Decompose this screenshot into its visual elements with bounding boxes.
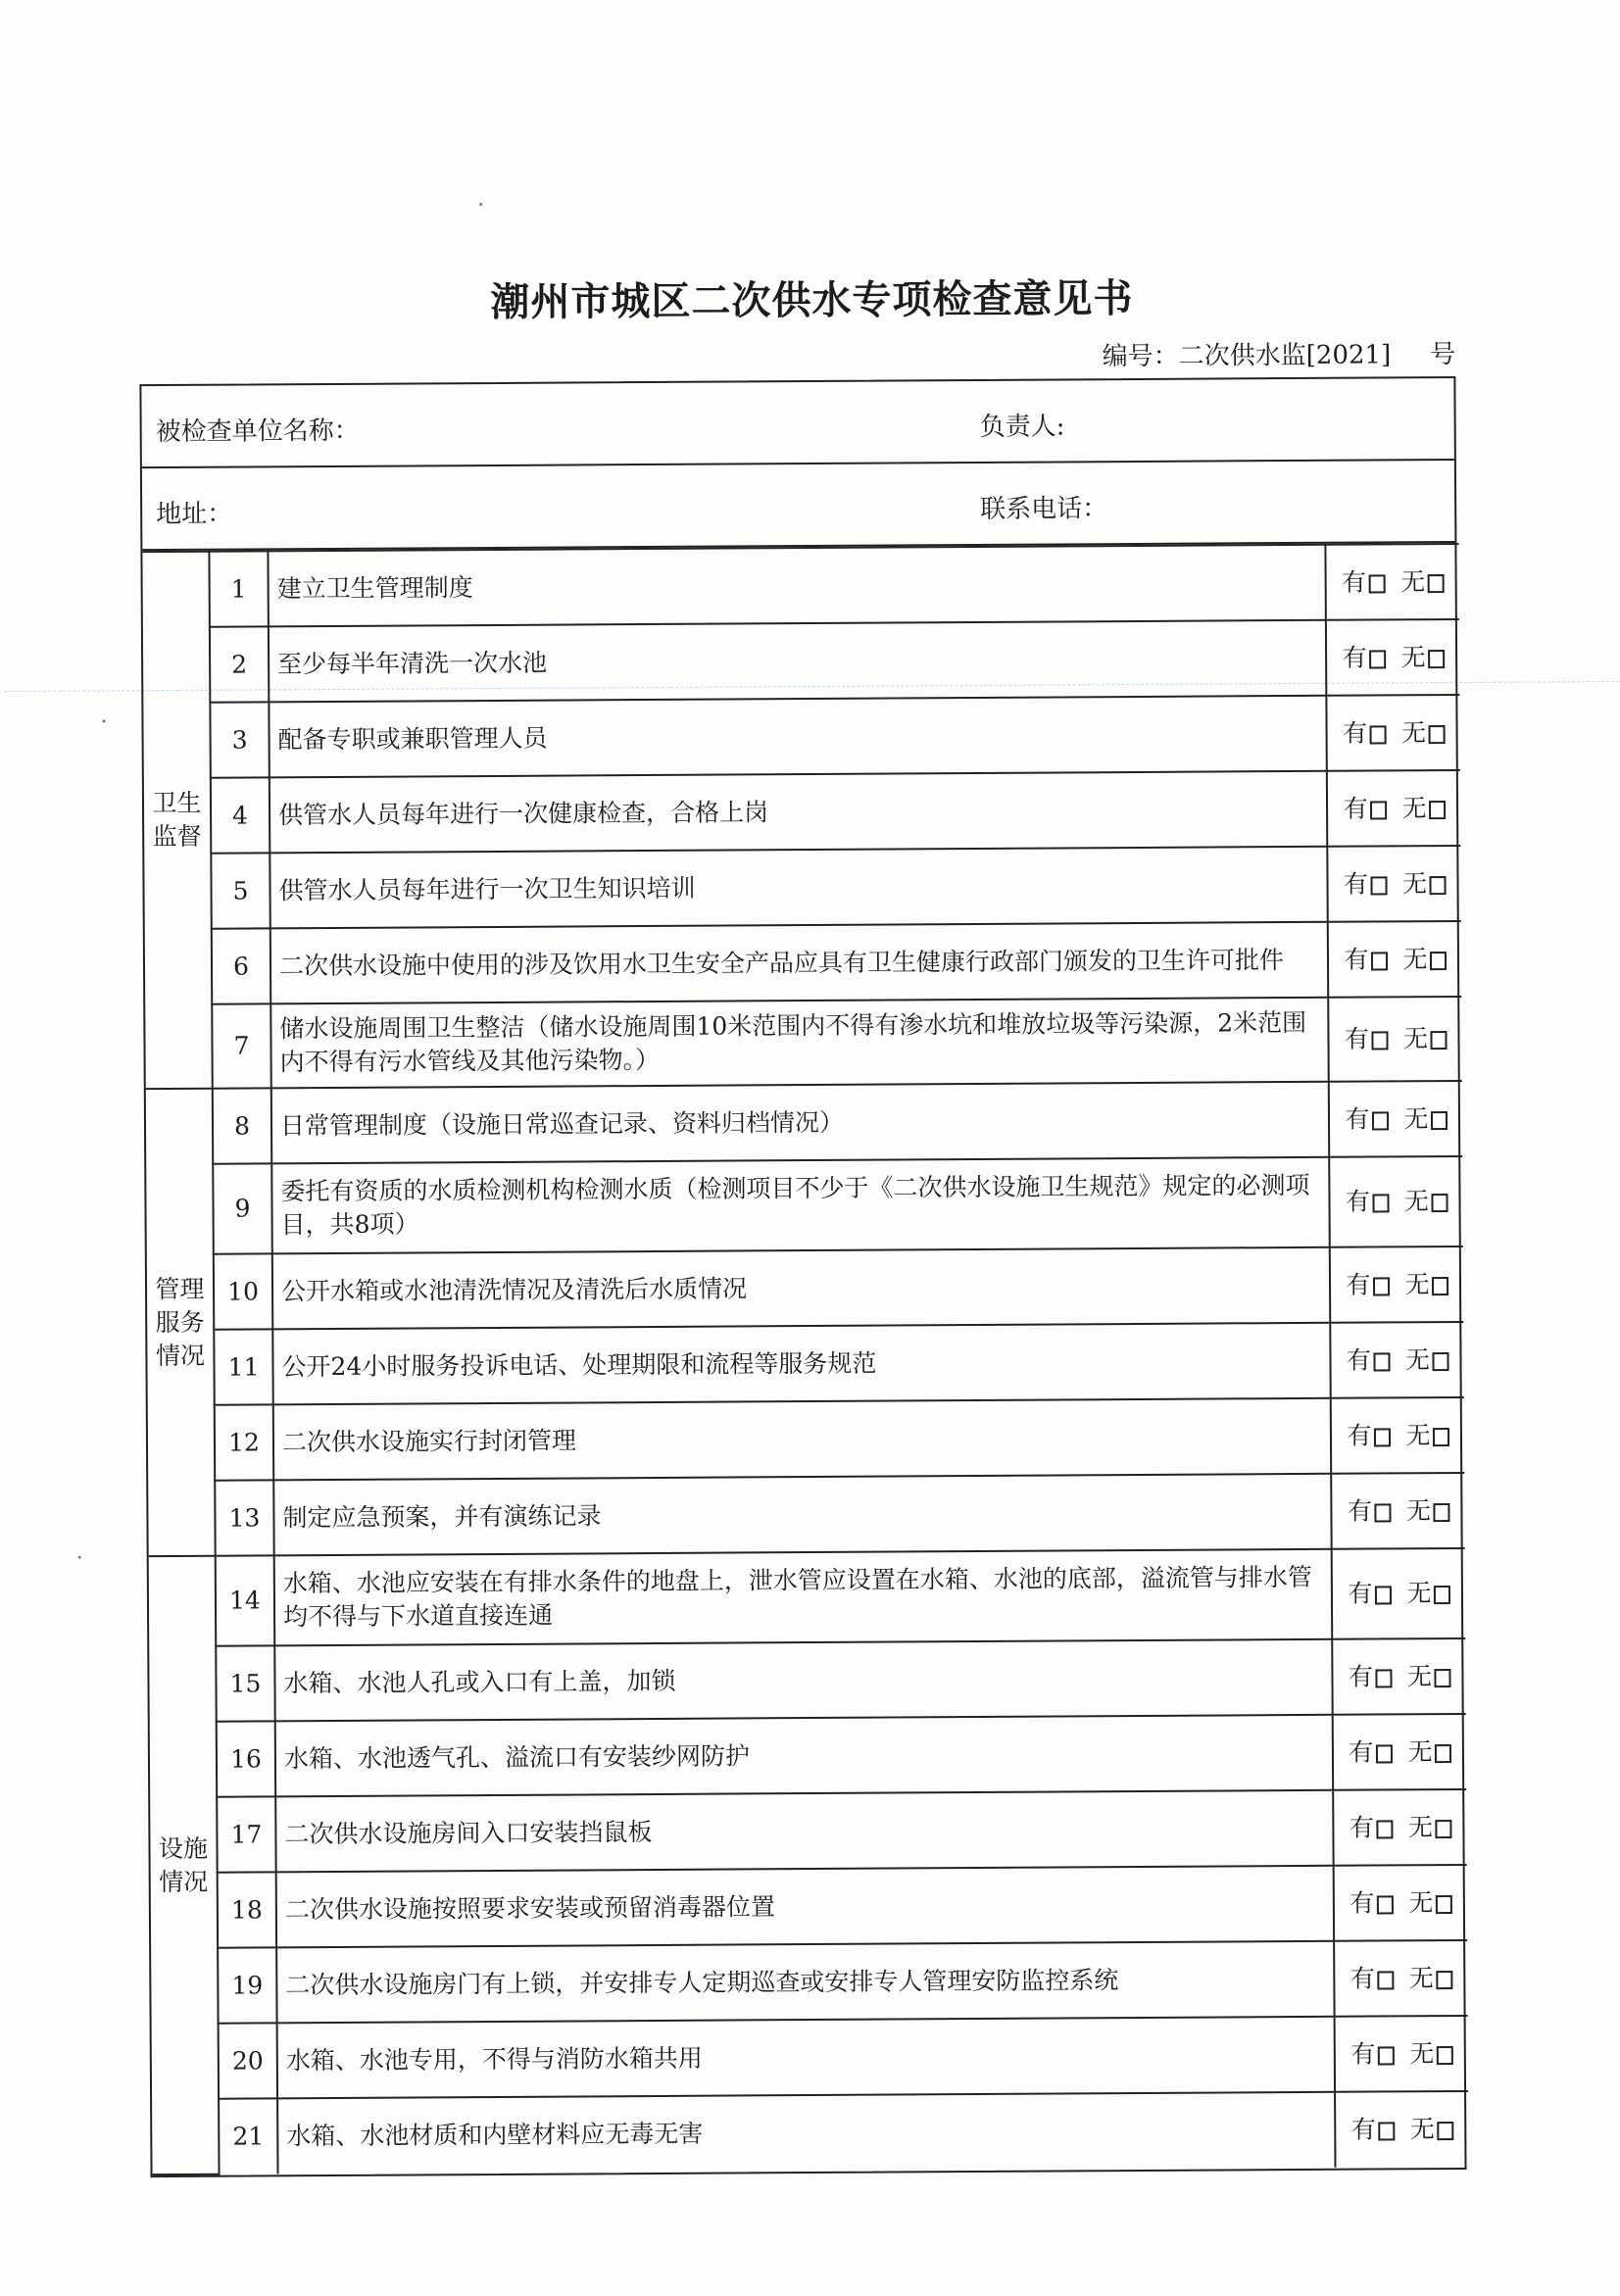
category-label: 设施 情况	[158, 1833, 209, 1896]
yes-checkbox[interactable]	[1370, 876, 1387, 895]
yes-label: 有	[1342, 718, 1368, 748]
phone-label: 联系电话：	[980, 494, 1108, 524]
item-number: 11	[214, 1329, 272, 1404]
no-label: 无	[1404, 1269, 1430, 1298]
no-checkbox[interactable]	[1434, 1669, 1450, 1687]
item-description: 供管水人员每年进行一次健康检查，合格上岗	[270, 771, 1327, 854]
no-checkbox[interactable]	[1436, 1971, 1452, 1989]
no-checkbox[interactable]	[1435, 1895, 1451, 1914]
no-checkbox[interactable]	[1431, 1194, 1448, 1212]
yes-no-checkboxes	[1333, 1789, 1466, 1866]
no-checkbox[interactable]	[1434, 1744, 1450, 1763]
yes-checkbox[interactable]	[1376, 1820, 1393, 1838]
category-label: 管理 服务 情况	[155, 1274, 206, 1370]
item-description: 水箱、水池透气孔、溢流口有安装纱网防护	[275, 1715, 1333, 1797]
yes-no-checkboxes	[1325, 544, 1458, 620]
checklist-table	[142, 543, 1468, 2175]
no-checkbox[interactable]	[1429, 876, 1446, 895]
no-label: 无	[1407, 1736, 1433, 1766]
yes-no-checkboxes	[1334, 1865, 1467, 1941]
item-number: 14	[216, 1555, 275, 1645]
checklist-row	[146, 1081, 1462, 1164]
no-checkbox[interactable]	[1437, 2122, 1453, 2140]
no-checkbox[interactable]	[1430, 1111, 1447, 1130]
item-description: 水箱、水池人孔或入口有上盖，加锁	[274, 1639, 1332, 1722]
item-number: 2	[210, 626, 269, 702]
no-checkbox[interactable]	[1429, 801, 1446, 819]
no-label: 无	[1404, 1344, 1431, 1374]
yes-checkbox[interactable]	[1370, 952, 1387, 970]
no-checkbox[interactable]	[1436, 2046, 1452, 2065]
yes-label: 有	[1345, 1104, 1370, 1134]
yes-no-checkboxes	[1329, 1081, 1462, 1157]
item-number: 3	[210, 702, 269, 777]
yes-checkbox[interactable]	[1376, 1895, 1393, 1914]
yes-no-checkboxes	[1327, 770, 1460, 847]
yes-no-checkboxes	[1331, 1473, 1464, 1549]
no-checkbox[interactable]	[1432, 1428, 1448, 1446]
no-label: 无	[1406, 1661, 1433, 1690]
yes-label: 有	[1347, 1496, 1373, 1526]
yes-no-checkboxes	[1326, 695, 1459, 771]
no-label: 无	[1402, 944, 1428, 973]
yes-checkbox[interactable]	[1375, 1744, 1392, 1763]
item-description: 至少每半年清洗一次水池	[269, 620, 1326, 703]
yes-checkbox[interactable]	[1368, 574, 1385, 593]
no-label: 无	[1400, 717, 1427, 747]
item-description: 二次供水设施实行封闭管理	[273, 1398, 1331, 1481]
no-label: 无	[1403, 1187, 1430, 1216]
checklist-row	[150, 1789, 1466, 1873]
item-number: 10	[214, 1253, 272, 1329]
item-description: 水箱、水池材质和内壁材料应无毒无害	[277, 2092, 1335, 2174]
category-cell	[149, 1556, 220, 2174]
document-number-suffix: 号	[1430, 339, 1456, 370]
yes-label: 有	[1349, 1737, 1374, 1767]
yes-label: 有	[1345, 1187, 1371, 1216]
no-checkbox[interactable]	[1427, 574, 1444, 593]
yes-label: 有	[1346, 1270, 1371, 1299]
no-label: 无	[1409, 2115, 1435, 2144]
no-label: 无	[1400, 642, 1426, 671]
yes-no-checkboxes	[1330, 1246, 1463, 1323]
no-label: 无	[1402, 1024, 1429, 1053]
no-label: 无	[1405, 1495, 1432, 1525]
yes-label: 有	[1344, 945, 1369, 974]
item-description: 日常管理制度（设施日常巡查记录、资料归档情况）	[271, 1082, 1329, 1164]
yes-no-checkboxes	[1328, 997, 1462, 1082]
yes-checkbox[interactable]	[1378, 2122, 1395, 2140]
no-label: 无	[1408, 1887, 1434, 1917]
checklist-row	[151, 1940, 1467, 2024]
item-description: 委托有资质的水质检测机构检测水质（检测项目不少于《二次供水设施卫生规范》规定的必测项目，共8项）	[271, 1157, 1330, 1254]
no-label: 无	[1407, 1812, 1434, 1841]
no-checkbox[interactable]	[1429, 952, 1446, 970]
category-cell	[142, 552, 212, 1089]
checklist-row	[147, 1322, 1463, 1405]
yes-checkbox[interactable]	[1372, 1194, 1389, 1212]
yes-label: 有	[1347, 1421, 1372, 1450]
no-label: 无	[1405, 1420, 1431, 1449]
item-number: 16	[217, 1721, 275, 1796]
yes-label: 有	[1343, 869, 1369, 899]
item-number: 20	[219, 2023, 277, 2098]
yes-no-checkboxes	[1329, 1156, 1463, 1247]
item-description: 公开水箱或水池清洗情况及清洗后水质情况	[272, 1247, 1330, 1330]
yes-no-checkboxes	[1328, 921, 1461, 998]
checklist-row	[152, 2016, 1468, 2099]
item-number: 6	[212, 928, 270, 1003]
inspection-table	[139, 376, 1466, 2177]
checklist-row	[145, 997, 1462, 1089]
checklist-row	[148, 1473, 1464, 1556]
yes-label: 有	[1349, 1813, 1374, 1842]
header-row-unit	[141, 378, 1453, 468]
checklist-row	[145, 921, 1461, 1004]
checklist-row	[146, 1156, 1463, 1254]
no-label: 无	[1408, 1963, 1434, 1992]
no-checkbox[interactable]	[1428, 725, 1445, 744]
item-number: 13	[215, 1480, 273, 1555]
yes-no-checkboxes	[1333, 1714, 1466, 1790]
header-row-address	[142, 461, 1454, 551]
unit-name-label: 被检查单位名称：	[155, 415, 360, 448]
no-label: 无	[1400, 566, 1426, 596]
item-number: 8	[213, 1088, 271, 1163]
no-checkbox[interactable]	[1435, 1820, 1451, 1838]
yes-checkbox[interactable]	[1377, 1971, 1394, 1989]
item-description: 制定应急预案，并有演练记录	[273, 1474, 1331, 1556]
no-checkbox[interactable]	[1432, 1352, 1448, 1371]
item-number: 15	[216, 1645, 274, 1721]
no-label: 无	[1409, 2038, 1435, 2068]
checklist-row	[152, 2091, 1468, 2174]
item-description: 二次供水设施中使用的涉及饮用水卫生安全产品应具有卫生健康行政部门颁发的卫生许可批件	[270, 922, 1328, 1004]
item-description: 二次供水设施房门有上锁，并安排专人定期巡查或安排专人管理安防监控系统	[276, 1941, 1334, 2024]
category-label: 卫生 监督	[152, 788, 202, 852]
yes-label: 有	[1348, 1662, 1374, 1691]
yes-label: 有	[1343, 794, 1368, 823]
yes-checkbox[interactable]	[1373, 1428, 1390, 1446]
yes-no-checkboxes	[1332, 1638, 1465, 1715]
checklist-row	[147, 1246, 1463, 1330]
yes-label: 有	[1350, 1964, 1375, 1993]
scan-speck	[102, 719, 105, 722]
checklist-row	[149, 1548, 1466, 1646]
item-number: 7	[212, 1003, 271, 1088]
item-number: 4	[211, 777, 270, 853]
yes-checkbox[interactable]	[1375, 1669, 1392, 1687]
checklist-row	[143, 619, 1459, 703]
item-number: 1	[209, 551, 268, 626]
yes-no-checkboxes	[1335, 2091, 1468, 2168]
yes-no-checkboxes	[1330, 1322, 1463, 1398]
item-description: 配备专职或兼职管理人员	[269, 696, 1326, 778]
item-description: 公开24小时服务投诉电话、处理期限和流程等服务规范	[272, 1323, 1330, 1405]
no-checkbox[interactable]	[1433, 1586, 1449, 1604]
yes-label: 有	[1350, 1888, 1375, 1918]
yes-label: 有	[1348, 1579, 1373, 1608]
no-checkbox[interactable]	[1430, 1031, 1447, 1050]
item-description: 水箱、水池专用，不得与消防水箱共用	[277, 2017, 1335, 2099]
item-number: 9	[213, 1163, 272, 1253]
yes-label: 有	[1342, 643, 1367, 672]
no-label: 无	[1401, 868, 1428, 898]
item-number: 17	[217, 1796, 275, 1872]
item-number: 5	[211, 853, 270, 928]
yes-no-checkboxes	[1335, 2016, 1468, 2092]
scan-speck	[479, 203, 482, 206]
yes-no-checkboxes	[1327, 846, 1460, 922]
checklist-row	[142, 544, 1458, 627]
yes-no-checkboxes	[1326, 619, 1459, 696]
item-description: 建立卫生管理制度	[268, 545, 1325, 627]
yes-label: 有	[1350, 2039, 1376, 2069]
no-label: 无	[1403, 1103, 1429, 1133]
item-description: 供管水人员每年进行一次卫生知识培训	[270, 847, 1327, 929]
checklist-row	[143, 695, 1459, 778]
yes-checkbox[interactable]	[1369, 725, 1386, 744]
page-title: 潮州市城区二次供水专项检查意见书	[490, 275, 1134, 325]
person-in-charge-label: 负责人:	[979, 412, 1065, 442]
item-description: 水箱、水池应安装在有排水条件的地盘上，泄水管应设置在水箱、水池的底部，溢流管与排水管均不得与下水道直接连通	[274, 1549, 1333, 1646]
item-number: 19	[218, 1947, 276, 2023]
item-description: 二次供水设施房间入口安装挡鼠板	[275, 1790, 1333, 1873]
yes-checkbox[interactable]	[1370, 801, 1387, 819]
yes-no-checkboxes	[1332, 1548, 1466, 1639]
no-checkbox[interactable]	[1431, 1277, 1448, 1295]
category-cell	[146, 1089, 216, 1556]
yes-label: 有	[1346, 1345, 1372, 1375]
yes-label: 有	[1350, 2115, 1376, 2144]
yes-checkbox[interactable]	[1377, 2046, 1394, 2065]
document-number-label: 编号：二次供水监[2021]	[1102, 340, 1392, 372]
yes-checkbox[interactable]	[1371, 1031, 1388, 1050]
yes-checkbox[interactable]	[1369, 650, 1386, 668]
checklist-row	[148, 1397, 1464, 1481]
checklist-row	[150, 1714, 1466, 1797]
item-number: 18	[218, 1872, 276, 1947]
no-checkbox[interactable]	[1433, 1503, 1449, 1522]
yes-no-checkboxes	[1334, 1940, 1467, 2017]
yes-checkbox[interactable]	[1374, 1503, 1391, 1522]
item-number: 12	[215, 1404, 273, 1480]
yes-no-checkboxes	[1331, 1397, 1464, 1474]
no-label: 无	[1406, 1579, 1432, 1608]
no-checkbox[interactable]	[1428, 650, 1445, 668]
checklist-row	[144, 846, 1460, 929]
item-number: 21	[219, 2098, 277, 2174]
checklist-row	[149, 1638, 1465, 1722]
yes-checkbox[interactable]	[1373, 1352, 1390, 1371]
scan-speck	[78, 1556, 81, 1559]
yes-checkbox[interactable]	[1372, 1277, 1389, 1295]
checklist-row	[144, 770, 1460, 854]
yes-checkbox[interactable]	[1371, 1111, 1388, 1130]
yes-checkbox[interactable]	[1374, 1586, 1391, 1604]
item-description: 储水设施周围卫生整洁（储水设施周围10米范围内不得有渗水坑和堆放垃圾等污染源，2米范围内不得有污水管线及其他污染物。）	[270, 998, 1329, 1089]
item-description: 二次供水设施按照要求安装或预留消毒器位置	[276, 1866, 1334, 1948]
document-number	[1103, 334, 1456, 372]
address-label: 地址：	[156, 499, 233, 530]
yes-label: 有	[1342, 567, 1367, 597]
no-label: 无	[1401, 793, 1427, 822]
yes-label: 有	[1344, 1024, 1370, 1053]
checklist-row	[151, 1865, 1467, 1948]
